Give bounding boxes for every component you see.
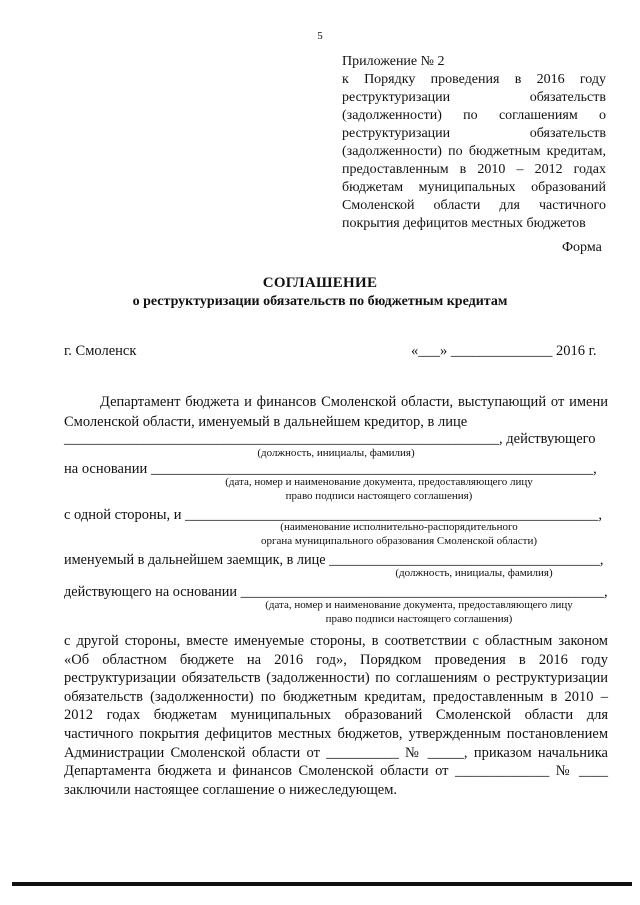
borrower-representative-hint: (должность, инициалы, фамилия) — [395, 567, 553, 579]
document-title: СОГЛАШЕНИЕ — [262, 275, 378, 291]
main-paragraph: с другой стороны, вместе именуемые стороны, в соответствии с областным законом «Об областном бюджете на 2016 год», Порядком проведения в 2016 году реструктуризации обязательств (задолженности) по соглашениям о реструктуризации обязательств (задолженности) по бюджетным кредитам, предоставленным в 2010 – 2012 годах бюджетам муниципальных образований Смоленской области для частичного покрытия дефицитов местных бюджетов, утвержденным постановлением Администрации Смоленской области от __________ № _____, приказом начальника Департамента бюджета и финансов Смоленской области от _____________ № ____ заключили настоящее соглашение о нижеследующем. — [64, 633, 608, 798]
date-line: «___» ______________ 2016 г. — [411, 343, 597, 359]
creditor-basis-hint-1: (дата, номер и наименование документа, предоставляющего лицу — [225, 476, 533, 488]
borrower-body-hint-1: (наименование исполнительно-распорядительного — [280, 521, 518, 533]
document-subtitle: о реструктуризации обязательств по бюджетным кредитам — [132, 294, 508, 309]
annex-title: Приложение № 2 — [342, 54, 445, 69]
borrower-body-line: с одной стороны, и _________________________________________________________, — [64, 507, 603, 523]
borrower-basis-hint-1: (дата, номер и наименование документа, предоставляющего лицу — [265, 599, 573, 611]
intro-paragraph: Департамент бюджета и финансов Смоленской области, выступающий от имени Смоленской области, именуемый в дальнейшем кредитор, в лице — [64, 394, 608, 430]
form-label: Форма — [562, 240, 602, 255]
borrower-basis-hint-2: право подписи настоящего соглашения) — [325, 613, 513, 625]
annex-block — [342, 53, 606, 233]
borrower-basis-line: действующего на основании ___________________________________________________, — [64, 584, 608, 600]
creditor-basis-line: на основании _____________________________________________________________, — [64, 461, 597, 477]
creditor-representative-hint: (должность, инициалы, фамилия) — [257, 447, 415, 459]
page-number: 5 — [317, 30, 323, 42]
creditor-basis-hint-2: право подписи настоящего соглашения) — [285, 490, 473, 502]
borrower-representative-line: именуемый в дальнейшем заемщик, в лице ______________________________________, — [64, 552, 604, 568]
annex-text: к Порядку проведения в 2016 году реструктуризации обязательств (задолженности) по соглашениям о реструктуризации обязательств (задолженности) по бюджетным кредитам, предоставленным в 2010 – 2012 годах бюджетам муниципальных образований Смоленской области для частичного покрытия дефицитов местных бюджетов — [342, 72, 606, 231]
creditor-representative-line: ____________________________________________________________, действующего — [64, 431, 596, 447]
bottom-rule — [12, 882, 632, 886]
place-of-signing: г. Смоленск — [64, 343, 137, 359]
borrower-body-hint-2: органа муниципального образования Смоленской области) — [260, 535, 538, 547]
